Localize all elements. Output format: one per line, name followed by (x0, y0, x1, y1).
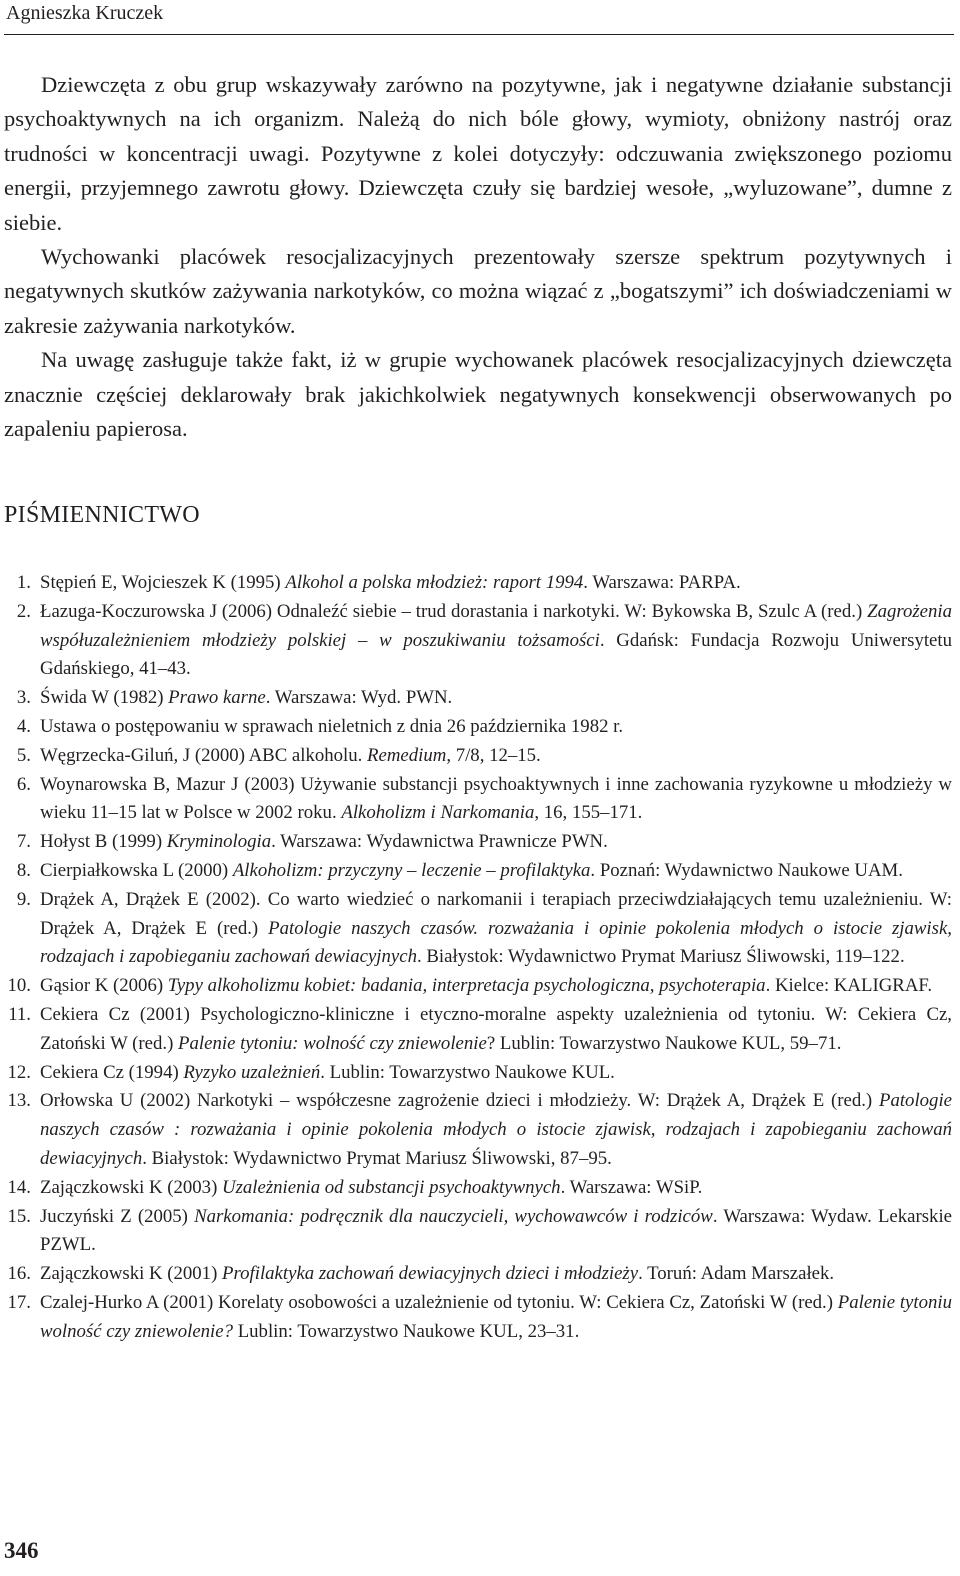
reference-item (0, 857, 952, 886)
reference-number: 16. (7, 1263, 31, 1285)
reference-title: Patologie naszych czasów. rozważania i opinie pokolenia młodych o istocie zjawisk, rodzajach i zapobieganiu zachowań dewiacyjnych (40, 917, 952, 968)
reference-text: . Toruń: Adam Marszałek. (638, 1263, 835, 1285)
reference-text: Hołyst B (1999) (40, 831, 167, 853)
reference-text: Węgrzecka-Giluń, J (2000) ABC alkoholu. (40, 744, 368, 766)
reference-item (0, 771, 952, 829)
reference-number: 12. (7, 1061, 31, 1083)
header-author: Agnieszka Kruczek (6, 2, 164, 24)
reference-number: 6. (16, 773, 31, 795)
reference-text: Ustawa o postępowaniu w sprawach nieletnich z dnia 26 października 1982 r. (40, 715, 624, 737)
reference-item (0, 1260, 952, 1289)
reference-title: Palenie tytoniu: wolność czy zniewolenie (178, 1032, 487, 1054)
reference-title: Palenie tytoniu wolność czy zniewolenie? (40, 1291, 952, 1342)
reference-text: Czalej-Hurko A (2001) Korelaty osobowości a uzależnienie od tytoniu. W: Cekiera Cz, Zatoński W (red.) (40, 1291, 838, 1313)
reference-text: . Poznań: Wydawnictwo Naukowe UAM. (590, 859, 903, 881)
body-text (4, 68, 952, 446)
section-title: PIŚMIENNICTWO (4, 502, 200, 528)
reference-title: Uzależnienia od substancji psychoaktywnych (222, 1176, 561, 1198)
reference-number: 9. (16, 888, 31, 910)
reference-title: Alkoholizm: przyczyny – leczenie – profilaktyka (232, 859, 591, 881)
reference-text: . Lublin: Towarzystwo Naukowe KUL. (320, 1061, 615, 1083)
reference-text: Cierpiałkowska L (2000) (40, 859, 233, 881)
reference-text: . Warszawa: PARPA. (583, 572, 741, 593)
running-header (4, 0, 954, 35)
reference-title: Narkomania: podręcznik dla nauczycieli, wychowawców i rodziców (194, 1205, 713, 1227)
reference-item (0, 886, 952, 972)
reference-text: , 7/8, 12–15. (446, 744, 541, 766)
reference-item (0, 713, 952, 742)
reference-text: Lublin: Towarzystwo Naukowe KUL, 23–31. (233, 1320, 580, 1342)
reference-title: Remedium (367, 744, 447, 766)
reference-number: 1. (16, 572, 31, 593)
reference-number: 3. (16, 687, 31, 709)
reference-number: 13. (7, 1090, 31, 1112)
reference-number: 11. (8, 1003, 31, 1025)
reference-title: Alkohol a polska młodzież: raport 1994 (285, 572, 584, 593)
reference-number: 5. (16, 744, 31, 766)
reference-title: Ryzyko uzależnień (183, 1061, 321, 1083)
reference-item (0, 569, 952, 598)
paragraph: Wychowanki placówek resocjalizacyjnych prezentowały szersze spektrum pozytywnych i negatywnych skutków zażywania narkotyków, co można wiązać z „bogatszymi” ich doświadczeniami w zakresie zażywania narkotyków. (4, 244, 952, 338)
reference-number: 15. (7, 1205, 31, 1227)
reference-text: . Warszawa: Wyd. PWN. (265, 687, 453, 709)
reference-item (0, 1001, 952, 1059)
reference-item (0, 828, 952, 857)
reference-text: . Warszawa: Wydawnictwa Prawnicze PWN. (271, 831, 608, 853)
reference-text: . Warszawa: Wydaw. Lekarskie PZWL. (40, 1205, 952, 1256)
reference-text: Świda W (1982) (40, 687, 169, 709)
reference-text: Cekiera Cz (2001) Psychologiczno-kliniczne i etyczno-moralne aspekty uzależnienia od tytoniu. W: Cekiera Cz, Zatoński W (red.) (40, 1003, 952, 1054)
reference-title: Prawo karne (168, 687, 266, 709)
reference-number: 17. (7, 1291, 31, 1313)
reference-item (0, 1087, 952, 1173)
reference-number: 7. (16, 831, 31, 853)
reference-title: Typy alkoholizmu kobiet: badania, interpretacja psychologiczna, psychoterapia (167, 975, 766, 997)
reference-item (0, 1203, 952, 1261)
paragraph: Dziewczęta z obu grup wskazywały zarówno na pozytywne, jak i negatywne działanie substancji psychoaktywnych na ich organizm. Należą do nich bóle głowy, wymioty, obniżony nastrój oraz trudności w koncentracji uwagi. Pozytywne z kolei dotyczyły: odczuwania zwiększonego poziomu energii, przyjemnego zawrotu głowy. Dziewczęta czuły się bardziej wesołe, „wyluzowane”, dumne z siebie. (4, 72, 952, 235)
reference-title: Profilaktyka zachowań dewiacyjnych dzieci i młodzieży (222, 1263, 639, 1285)
reference-title: Alkoholizm i Narkomania (341, 802, 535, 824)
reference-text: Juczyński Z (2005) (40, 1205, 195, 1227)
reference-text: Stępień E, Wojcieszek K (1995) (40, 572, 286, 593)
reference-text: Drążek A, Drążek E (2002). Co warto wiedzieć o narkomanii i terapiach przeciwdziałających temu uzależnieniu. W: Drążek A, Drążek E (red.) (40, 888, 952, 939)
reference-text: Cekiera Cz (1994) (40, 1061, 184, 1083)
reference-item (0, 742, 952, 771)
paragraph: Na uwagę zasługuje także fakt, iż w grupie wychowanek placówek resocjalizacyjnych dziewczęta znacznie częściej deklarowały brak jakichkolwiek negatywnych konsekwencji obserwowanych po zapaleniu papierosa. (4, 347, 952, 442)
reference-text: . Kielce: KALIGRAF. (765, 975, 933, 997)
reference-text: . Białystok: Wydawnictwo Prymat Mariusz Śliwowski, 119–122. (416, 946, 905, 968)
reference-title: Patologie naszych czasów : rozważania i opinie pokolenia młodych o istocie zjawisk, rodzajach i zapobieganiu zachowań dewiacyjnych (40, 1090, 952, 1169)
reference-text: Łazuga-Koczurowska J (2006) Odnaleźć siebie – trud dorastania i narkotyki. W: Bykowska B, Szulc A (red.) (40, 600, 868, 622)
reference-text: , 16, 155–171. (534, 802, 643, 824)
reference-number: 14. (7, 1176, 31, 1198)
reference-text: Gąsior K (2006) (40, 975, 168, 997)
reference-text: Zajączkowski K (2001) (40, 1263, 223, 1285)
page-number: 346 (4, 1538, 39, 1563)
reference-item (0, 1174, 952, 1203)
reference-number: 4. (16, 715, 31, 737)
reference-text: . Warszawa: WSiP. (560, 1176, 703, 1198)
reference-text: ? Lublin: Towarzystwo Naukowe KUL, 59–71. (486, 1032, 842, 1054)
reference-title: Zagrożenia współuzależnieniem młodzieży polskiej – w poszukiwaniu tożsamości (40, 600, 952, 651)
reference-text: . Gdańsk: Fundacja Rozwoju Uniwersytetu Gdańskiego, 41–43. (40, 629, 953, 680)
reference-item (0, 972, 952, 1001)
reference-text: . Białystok: Wydawnictwo Prymat Mariusz Śliwowski, 87–95. (142, 1147, 612, 1169)
reference-number: 10. (7, 975, 31, 997)
reference-title: Kryminologia (166, 831, 272, 853)
reference-text: Orłowska U (2002) Narkotyki – współczesne zagrożenie dzieci i młodzieży. W: Drążek A, Drążek E (red.) (40, 1090, 879, 1112)
reference-number: 2. (16, 600, 31, 622)
reference-item (0, 684, 952, 713)
reference-list (0, 569, 952, 1347)
reference-item (0, 1059, 952, 1088)
reference-text: Woynarowska B, Mazur J (2003) Używanie substancji psychoaktywnych i inne zachowania ryzykowne u młodzieży w wieku 11–15 lat w Polsce w 2002 roku. (40, 773, 952, 824)
reference-text: Zajączkowski K (2003) (40, 1176, 223, 1198)
reference-item (0, 1289, 952, 1347)
reference-item (0, 598, 952, 684)
reference-number: 8. (16, 859, 31, 881)
